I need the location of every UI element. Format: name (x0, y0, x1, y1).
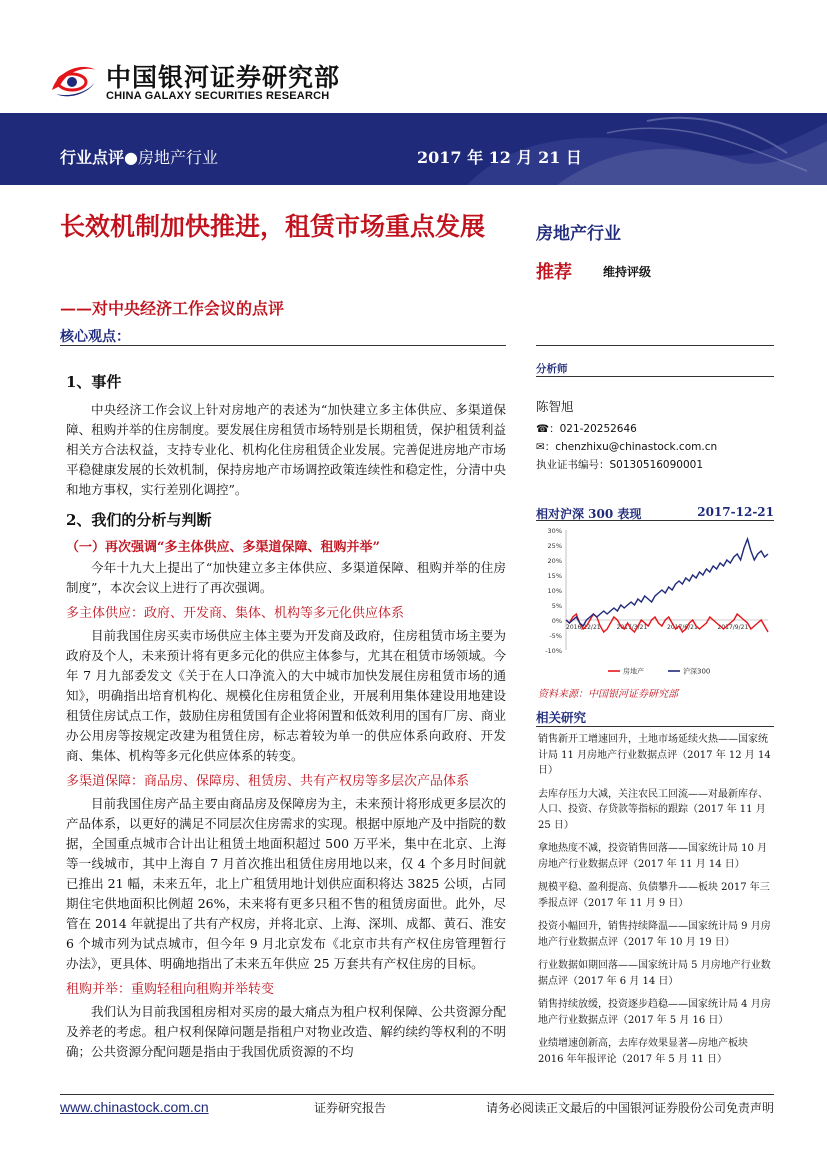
section-1-paragraph: 中央经济工作会议上针对房地产的表述为“加快建立多主体供应、多渠道保障、租购并举的住房制度。要发展住房租赁市场特别是长期租赁，保护租赁利益相关方合法权益，支持专业化、机构化住房租赁企业发展。完善促进房地产市场平稳健康发展的长效机制，保持房地产市场调控政策连续性和稳定性，分清中央和地方事权，实行差别化调控”。 (66, 402, 506, 497)
report-type (60, 145, 218, 168)
relative-performance-chart (536, 522, 774, 682)
core-label: 核心观点： (60, 329, 130, 345)
rent-buy-paragraph: 我们认为目前我国租房相对买房的最大痛点为租户权利保障、公共资源分配及养老的考虑。租户权利保障问题是指租户对物业改造、解约续约等权利的不明确；公共资源分配问题是指由于我国优质资源的不均 (66, 1004, 506, 1059)
sidebar-industry: 房地产行业 (536, 224, 621, 244)
chart-date: 2017-12-21 (697, 505, 774, 519)
x-tick-label: 2017/3/21 (616, 624, 648, 631)
multi-subject-heading: 多主体供应：政府、开发商、集体、机构等多元化供应体系 (66, 606, 405, 621)
related-report-5[interactable]: 投资小幅回升，销售持续降温——国家统计局 9 月房地产行业数据点评（2017 年 10 月 19 日） (538, 921, 771, 948)
section-2-paragraph: 今年十九大上提出了“加快建立多主体供应、多渠道保障、租购并举的住房制度”，本次会议上进行了再次强调。 (66, 560, 506, 595)
section-2-subtitle: （一）再次强调“多主体供应、多渠道保障、租购并举” (66, 540, 380, 555)
industry-label: 房地产行业 (137, 148, 218, 167)
report-type-label: 行业点评● (60, 148, 138, 167)
section-1-title: 1、事件 (66, 373, 122, 391)
related-report-3[interactable]: 拿地热度不减，投资销售回落——国家统计局 10 月房地产行业数据点评（2017 年 11 月 14 日） (538, 843, 768, 870)
chart-divider (536, 520, 774, 521)
related-report-6[interactable]: 行业数据如期回落——国家统计局 5 月房地产行业数据点评（2017 年 6 月 14 日） (538, 960, 771, 987)
report-date: 2017 年 12 月 21 日 (417, 148, 582, 167)
y-tick-label: -10% (545, 647, 562, 655)
logo-cn-text: 中国银河证券研究部 (106, 63, 341, 92)
rent-buy-heading: 租购并举：重购轻租向租购并举转变 (66, 982, 275, 997)
related-report-4[interactable]: 规模平稳、盈利提高、负债攀升——板块 2017 年三季报点评（2017 年 11 月 9 日） (538, 882, 770, 909)
multi-subject-paragraph: 目前我国住房买卖市场供应主体主要为开发商及政府，住房租赁市场主要为政府及个人，未来预计将有更多元化的供应主体参与，尤其在租赁市场领域。今年 7 月九部委发文《关于在人口净流入的大中城市加快发展住房租赁市场的通知》，明确指出培育机构化、规模化住房租赁企业，开展利用集体建设用地建设租赁住房试点工作，鼓励住房租赁国有企业将闲置和低效利用的国有厂房、商业办公用房等按规定改建为租赁住房，标志着较为单一的供应体系向政府、开发商、集体、机构等多元化供应体系的转变。 (66, 628, 506, 763)
x-tick-label: 2017/9/21 (717, 624, 749, 631)
y-tick-label: 5% (551, 602, 562, 610)
y-tick-label: -5% (549, 632, 562, 640)
analyst-phone: ☎：021-20252646 (536, 423, 637, 435)
header-banner (0, 113, 827, 185)
multi-channel-paragraph: 目前我国住房产品主要由商品房及保障房为主，未来预计将形成更多层次的产品体系，以更好的满足不同层次住房需求的实现。根据中原地产及中指院的数据，全国重点城市合计出让租赁土地面积超过 500 万平米，集中在北京、上海等一线城市，其中上海自 7 月首次推出租赁住房用地以来，仅 4 个多月时间就已推出 21 幅，未来五年，北上广租赁用地计划供应面积将达 3825 公顷，占同期住宅供地面积比例超 26%，未来将有更多只租不售的租赁房面世。此外，尽管在 2014 年就提出了共有产权房，并将北京、上海、深圳、成都、黄石、淮安 6 个城市列为试点城市，但今年 9 月北京发布《北京市共有产权住房管理暂行办法》，更具体、明确地指出了未来五年供应 25 万套共有产权住房的目标。 (66, 796, 506, 971)
recommend-rating: 推荐 (536, 262, 572, 283)
x-tick-label: 2017/6/21 (667, 624, 698, 631)
related-title: 相关研究 (536, 710, 587, 725)
section-2-title: 2、我们的分析与判断 (66, 511, 212, 529)
y-tick-label: 10% (547, 587, 562, 595)
analyst-name: 陈智旭 (536, 399, 574, 414)
galaxy-logo-icon (48, 60, 100, 104)
chart-source: 资料来源：中国银河证券研究部 (538, 689, 678, 700)
y-tick-label: 25% (547, 542, 562, 550)
analyst-title: 分析师 (536, 363, 568, 375)
analyst-divider (536, 376, 774, 377)
related-list (538, 732, 772, 1075)
logo-en-text: CHINA GALAXY SECURITIES RESEARCH (106, 90, 330, 102)
y-tick-label: 0% (551, 617, 562, 625)
related-research (536, 708, 774, 726)
y-tick-label: 20% (547, 557, 562, 565)
analyst-cert: 执业证书编号：S0130516090001 (536, 459, 704, 471)
series-line-2 (566, 539, 768, 626)
footer-divider (60, 1094, 774, 1095)
y-tick-label: 30% (547, 527, 562, 535)
related-report-2[interactable]: 去库存压力大减，关注农民工回流——对最新库存、人口、投资、存贷款等指标的跟踪（2017 年 11 月 25 日） (538, 788, 768, 831)
related-report-8[interactable]: 业绩增速创新高，去库存效果显著—房地产板块 2016 年年报评论（2017 年 5 月 11 日） (538, 1038, 748, 1065)
related-divider (536, 726, 774, 727)
page-title: 长效机制加快推进，租赁市场重点发展 (60, 212, 486, 241)
report-body (66, 368, 506, 1062)
x-tick-label: 2016/12/21 (566, 624, 601, 631)
core-divider (60, 345, 506, 346)
company-logo (48, 58, 348, 108)
footer-center: 证券研究报告 (314, 1101, 387, 1115)
footer-disclaimer: 请务必阅读正文最后的中国银河证券股份公司免责声明 (485, 1101, 774, 1115)
related-report-1[interactable]: 销售新开工增速回升，土地市场延续火热——国家统计局 11 月房地产行业数据点评（2017 年 12 月 14 日） (538, 734, 771, 776)
chart-title-text: 相对沪深 300 表现 (536, 507, 642, 521)
analyst-email[interactable]: ✉：chenzhixu@chinastock.com.cn (536, 441, 718, 453)
page-subtitle: ——对中央经济工作会议的点评 (60, 299, 285, 318)
analyst-box (536, 360, 774, 474)
y-tick-label: 15% (547, 572, 562, 580)
related-report-7[interactable]: 销售持续放缓，投资逐步趋稳——国家统计局 4 月房地产行业数据点评（2017 年 5 月 16 日） (538, 999, 771, 1026)
rating-status: 维持评级 (603, 265, 652, 279)
legend-label-1: 房地产 (623, 667, 644, 676)
multi-channel-heading: 多渠道保障：商品房、保障房、租赁房、共有产权房等多层次产品体系 (66, 774, 470, 789)
sidebar-divider-top (536, 345, 774, 346)
footer-url[interactable]: www.chinastock.com.cn (60, 1099, 209, 1115)
legend-label-2: 沪深300 (683, 667, 711, 676)
